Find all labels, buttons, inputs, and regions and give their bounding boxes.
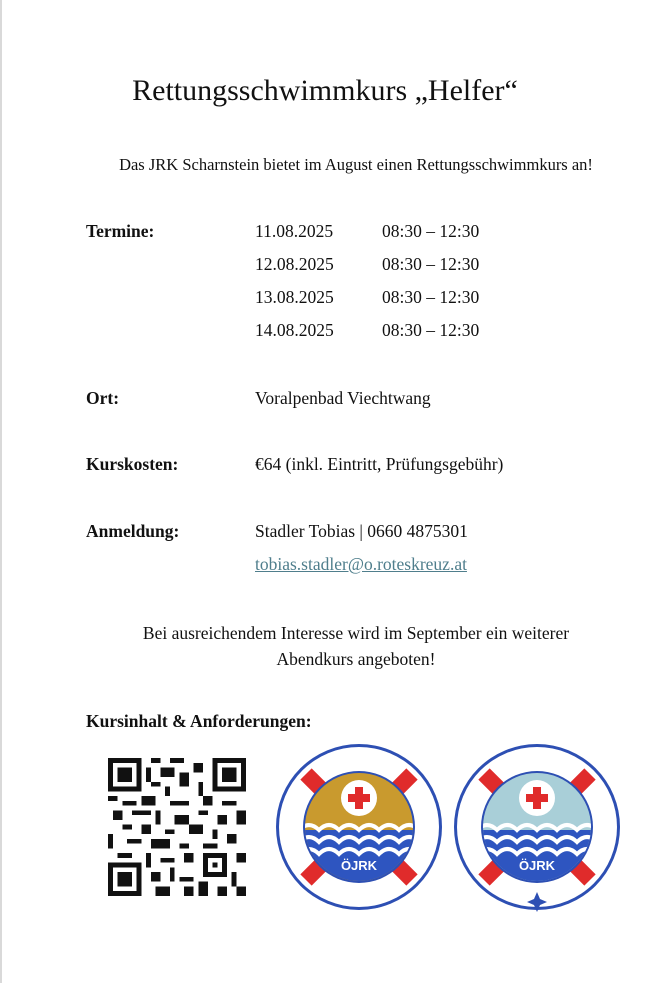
qr-code-icon[interactable]	[108, 758, 246, 896]
badge-text: ÖJRK	[518, 858, 556, 873]
note-line: Bei ausreichendem Interesse wird im September ein weiterer	[142, 623, 570, 643]
kursinhalt-label: Kursinhalt & Anforderungen:	[86, 711, 312, 731]
termin-time: 08:30 – 12:30	[382, 287, 480, 307]
september-note	[0, 620, 650, 672]
anmeldung-label: Anmeldung:	[86, 521, 180, 541]
termin-date: 12.08.2025	[255, 254, 334, 274]
anmeldung-contact: Stadler Tobias | 0660 4875301	[255, 521, 468, 541]
intro-text: Das JRK Scharnstein bietet im August einen Rettungsschwimmkurs an!	[119, 155, 593, 174]
termine-label: Termine:	[86, 221, 155, 241]
termin-date: 13.08.2025	[255, 287, 334, 307]
termin-date: 11.08.2025	[255, 221, 334, 241]
lifebuoy-badge-icon	[274, 742, 444, 912]
termin-time: 08:30 – 12:30	[382, 320, 480, 340]
ort-value: Voralpenbad Viechtwang	[255, 388, 431, 408]
ort-label: Ort:	[86, 388, 120, 408]
page-title: Rettungsschwimmkurs „Helfer“	[132, 74, 518, 107]
page-edge	[0, 0, 2, 983]
badge-text: ÖJRK	[340, 858, 378, 873]
lifebuoy-badge-icon	[452, 742, 622, 912]
note-line: Abendkurs angeboten!	[276, 649, 436, 669]
kosten-value: €64 (inkl. Eintritt, Prüfungsgebühr)	[255, 454, 504, 474]
termin-date: 14.08.2025	[255, 320, 334, 340]
termin-time: 08:30 – 12:30	[382, 254, 480, 274]
kosten-label: Kurskosten:	[86, 454, 179, 474]
termin-time: 08:30 – 12:30	[382, 221, 480, 241]
email-link[interactable]: tobias.stadler@o.roteskreuz.at	[255, 554, 467, 574]
